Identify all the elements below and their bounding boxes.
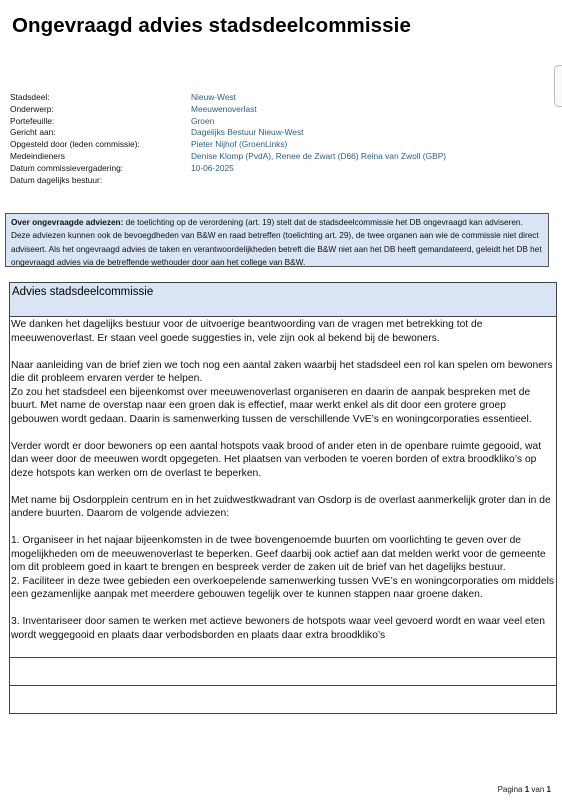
page-number xyxy=(498,785,551,794)
paragraph-gap xyxy=(11,480,555,494)
meta-value: Nieuw-West xyxy=(191,92,236,102)
meta-value: Pieter Nijhof (GroenLinks) xyxy=(191,139,288,150)
advice-paragraph: Met name bij Osdorpplein centrum en in het zuidwestkwadrant van Osdorp is de overlast aanmerkelijk groter dan in de andere buurten. Daarom de volgende adviezen: xyxy=(11,494,551,519)
document-title: Ongevraagd advies stadsdeelcommissie xyxy=(12,14,411,37)
meta-row xyxy=(10,92,450,104)
intro-box xyxy=(5,213,549,267)
meta-value: Groen xyxy=(191,115,215,126)
meta-label: Medeindieners xyxy=(10,150,65,161)
meta-value: Dagelijks Bestuur Nieuw-West xyxy=(191,127,304,138)
meta-value: 10-06-2025 xyxy=(191,162,234,173)
advice-paragraph: We danken het dagelijks bestuur voor de uitvoerige beantwoording van de vragen met betrekking tot de meeuwenoverlast. Er staan veel goede suggesties in, vele zijn ook al bekend bij de bewoners. xyxy=(11,319,483,344)
meta-label: Datum dagelijks bestuur: xyxy=(10,174,103,185)
empty-table-row xyxy=(10,686,556,714)
paragraph-gap xyxy=(11,345,555,359)
advice-paragraph: 1. Organiseer in het najaar bijeenkomsten in de twee bovengenoemde buurten om voorlichting te geven over de mogelijkheden om de meeuwenoverlast te beperken. Geef daarbij ook actief aan dat melden werkt voor de gemeente om dit probleem goed in kaart te brengen en bespreek verder de zaken uit de brief van het dagelijks bestuur. xyxy=(11,535,546,573)
meta-row xyxy=(10,151,450,163)
page-current: 1 xyxy=(524,785,530,794)
meta-label: Gericht aan: xyxy=(10,127,56,138)
meta-label: Portefeuille: xyxy=(10,115,55,126)
meta-row xyxy=(10,139,450,151)
meta-row xyxy=(10,175,450,187)
meta-label: Datum commissievergadering: xyxy=(10,162,124,173)
advice-table xyxy=(9,282,557,714)
advice-body xyxy=(10,317,556,658)
advice-paragraph: Verder wordt er door bewoners op een aantal hotspots vaak brood of ander eten in de openbare ruimte gegooid, wat dan weer door de meeuwen wordt opgegeten. Het plaatsen van verboden te voeren borden of extra broodkliko’s op deze hotspots kan werken om de overlast te beperken. xyxy=(11,440,542,479)
advice-heading: Advies stadsdeelcommissie xyxy=(10,283,556,317)
intro-bold-label: Over ongevraagde adviezen: xyxy=(11,218,124,227)
advice-paragraph: Zo zou het stadsdeel een bijeenkomst over meeuwenoverlast organiseren en daarin de aanpak bespreken met de buurt. Met name de overstap naar een groen dak is effectief, maar werkt enkel als dit door een grotere groep gebouwen wordt gedaan. Daarin is samenwerking tussen de verschillende VvE’s en woningcorporaties essentieel. xyxy=(11,386,532,425)
meta-label: Onderwerp: xyxy=(10,103,54,114)
intro-text: de toelichting op de verordening (art. 19) stelt dat de stadsdeelcommissie het DB ongevraagd kan adviseren. Deze adviezen kunnen ook de bevoegdheden van B&W en raad betreffen (toelichting art. 29), de twee organen aan wie de commissie niet direct adviseert. Als het ongevraagd advies de taken en verantwoordelijkheden betreft die B&W niet aan het DB heeft gemandateerd, geleidt het DB het ongevraagd advies via de betreffende wethouder door aan het college van B&W. xyxy=(11,218,542,267)
meta-value: Denise Klomp (PvdA), Renee de Zwart (D66) Reina van Zwoll (GBP) xyxy=(191,150,447,161)
page-total: 1 xyxy=(546,785,551,794)
meta-row xyxy=(10,104,450,116)
metadata-table xyxy=(10,92,450,186)
meta-label: Opgesteld door (leden commissie): xyxy=(10,139,140,150)
meta-row xyxy=(10,127,450,139)
page-word: Pagina xyxy=(497,785,523,794)
meta-label: Stadsdeel: xyxy=(10,92,50,102)
advice-paragraph: 2. Faciliteer in deze twee gebieden een overkoepelende samenwerking tussen VvE’s en woningcorporaties om middels een gezamenlijke aanpak met meerdere gebouwen tegelijk over te kunnen stappen naar groene daken. xyxy=(11,575,554,600)
meta-value: Meeuwenoverlast xyxy=(191,103,257,114)
empty-table-row xyxy=(10,658,556,686)
meta-row xyxy=(10,116,450,128)
page-of: van xyxy=(531,785,545,794)
side-scroll-tab[interactable] xyxy=(554,65,562,107)
paragraph-gap xyxy=(11,426,555,440)
paragraph-gap xyxy=(11,602,555,616)
paragraph-gap xyxy=(11,521,555,535)
advice-paragraph: Naar aanleiding van de brief zien we toch nog een aantal zaken waarbij het stadsdeel een rol kan spelen om bewoners die dit probleem ervaren verder te helpen. xyxy=(11,359,553,384)
meta-row xyxy=(10,163,450,175)
advice-paragraph: 3. Inventariseer door samen te werken met actieve bewoners de hotspots waar veel gevoerd wordt en waar veel eten wordt weggegooid en plaats daar verbodsborden en plaats daar extra broodkliko’s xyxy=(11,616,546,641)
